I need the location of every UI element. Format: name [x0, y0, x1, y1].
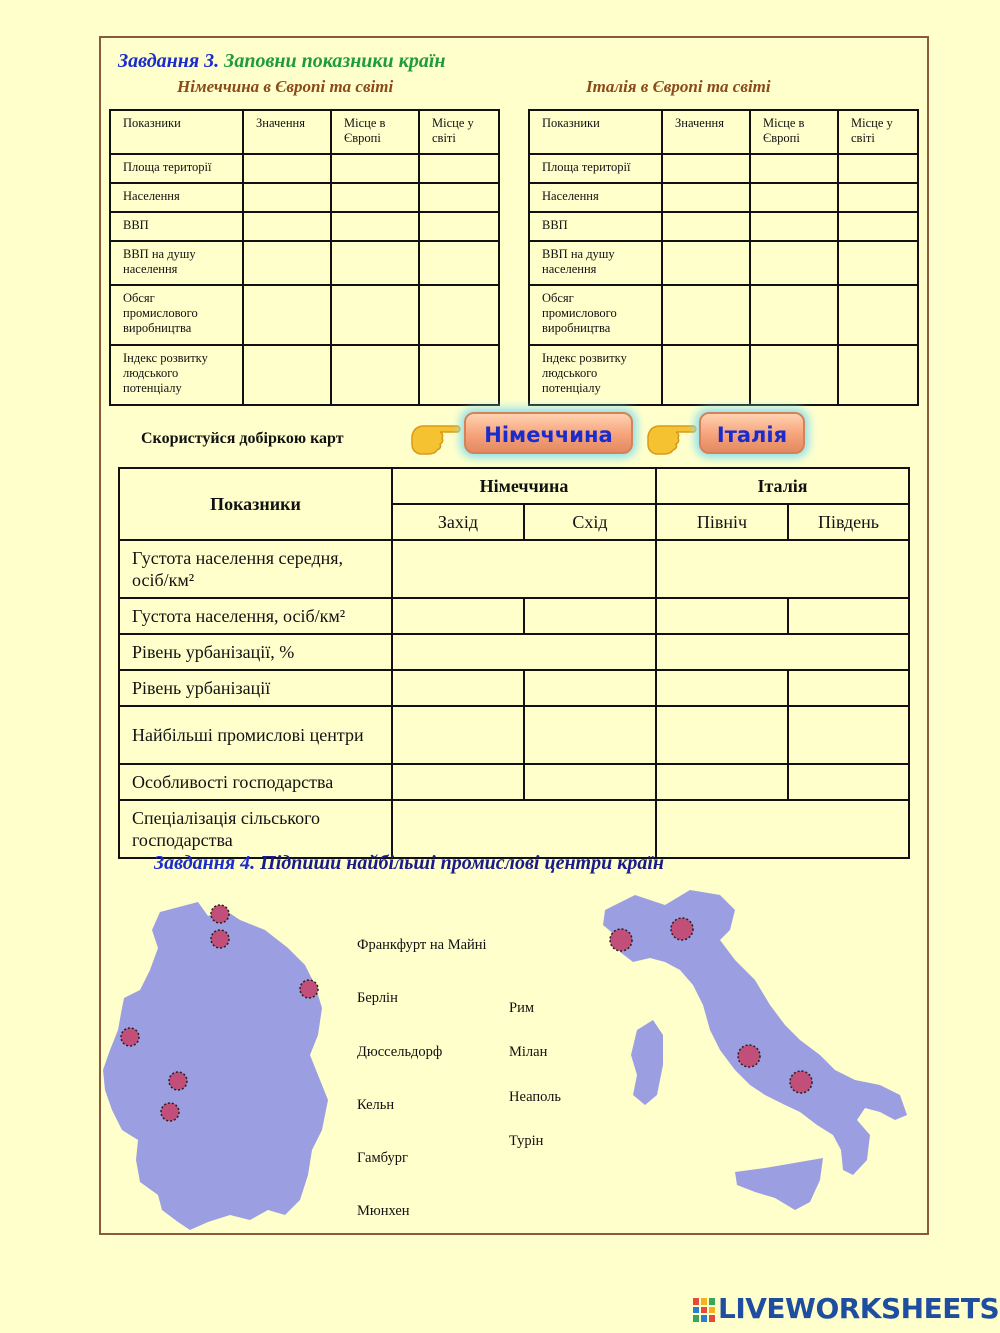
header-cell: Показники	[110, 110, 243, 154]
germany-maps-button[interactable]: Німеччина	[464, 412, 633, 454]
city-marker[interactable]	[300, 980, 318, 998]
answer-cell[interactable]	[524, 764, 656, 800]
comparison-table	[118, 467, 910, 859]
row-label: Найбільші промислові центри	[119, 706, 392, 764]
germany-table-title: Німеччина в Європі та світі	[177, 77, 394, 96]
answer-cell[interactable]	[243, 285, 331, 345]
italy-maps-button[interactable]: Італія	[699, 412, 805, 454]
answer-cell[interactable]	[419, 212, 499, 241]
answer-cell[interactable]	[750, 183, 838, 212]
answer-cell[interactable]	[750, 154, 838, 183]
answer-cell[interactable]	[419, 241, 499, 285]
logo-text: LIVEWORKSHEETS	[718, 1292, 1000, 1325]
answer-cell[interactable]	[656, 764, 788, 800]
germany-map	[100, 890, 360, 1240]
answer-cell[interactable]	[788, 706, 909, 764]
header-germany: Німеччина	[392, 468, 656, 504]
answer-cell[interactable]	[392, 540, 656, 598]
row-label: Особливості господарства	[119, 764, 392, 800]
row-label: Густота населення середня, осіб/км²	[119, 540, 392, 598]
maps-hint: Скористуйся добіркою карт	[141, 430, 344, 447]
header-cell: Значення	[243, 110, 331, 154]
answer-cell[interactable]	[838, 241, 918, 285]
answer-cell[interactable]	[524, 706, 656, 764]
answer-cell[interactable]	[392, 800, 656, 858]
answer-cell[interactable]	[656, 634, 909, 670]
answer-cell[interactable]	[419, 345, 499, 405]
subheader-north: Північ	[656, 504, 788, 540]
row-label: ВВП на душу населення	[529, 241, 662, 285]
answer-cell[interactable]	[243, 212, 331, 241]
row-label: Густота населення, осіб/км²	[119, 598, 392, 634]
row-label: Площа території	[529, 154, 662, 183]
header-cell: Місце у світі	[838, 110, 918, 154]
answer-cell[interactable]	[662, 241, 750, 285]
city-marker[interactable]	[790, 1071, 812, 1093]
task4-heading	[154, 852, 664, 875]
answer-cell[interactable]	[662, 183, 750, 212]
row-label: ВВП	[529, 212, 662, 241]
subheader-west: Захід	[392, 504, 524, 540]
answer-cell[interactable]	[419, 285, 499, 345]
answer-cell[interactable]	[750, 345, 838, 405]
answer-cell[interactable]	[243, 154, 331, 183]
city-label[interactable]: Неаполь	[509, 1089, 561, 1105]
task4-title: Підпиши найбільші промислові центри країн	[260, 852, 665, 874]
task3-label: Завдання 3.	[118, 50, 220, 72]
row-label: Населення	[529, 183, 662, 212]
row-label: Населення	[110, 183, 243, 212]
header-cell: Місце в Європі	[331, 110, 419, 154]
city-marker[interactable]	[161, 1103, 179, 1121]
answer-cell[interactable]	[656, 706, 788, 764]
answer-cell[interactable]	[524, 598, 656, 634]
answer-cell[interactable]	[662, 212, 750, 241]
answer-cell[interactable]	[392, 764, 524, 800]
city-marker[interactable]	[211, 905, 229, 923]
row-label: Спеціалізація сільського господарства	[119, 800, 392, 858]
pointing-hand-icon	[646, 418, 698, 456]
answer-cell[interactable]	[662, 285, 750, 345]
answer-cell[interactable]	[331, 212, 419, 241]
answer-cell[interactable]	[750, 285, 838, 345]
answer-cell[interactable]	[243, 241, 331, 285]
row-label: ВВП	[110, 212, 243, 241]
answer-cell[interactable]	[243, 345, 331, 405]
row-label: Рівень урбанізації, %	[119, 634, 392, 670]
city-label[interactable]: Кельн	[357, 1097, 395, 1113]
city-marker[interactable]	[169, 1072, 187, 1090]
answer-cell[interactable]	[392, 634, 656, 670]
germany-world-table	[109, 109, 500, 406]
answer-cell[interactable]	[788, 670, 909, 706]
answer-cell[interactable]	[419, 154, 499, 183]
answer-cell[interactable]	[392, 670, 524, 706]
row-label: Обсяг промислового виробництва	[110, 285, 243, 345]
answer-cell[interactable]	[838, 212, 918, 241]
city-label[interactable]: Дюссельдорф	[357, 1044, 443, 1060]
city-label[interactable]: Франкфурт на Майні	[357, 937, 487, 953]
row-label: Індекс розвитку людського потенціалу	[110, 345, 243, 405]
answer-cell[interactable]	[788, 764, 909, 800]
pointing-hand-icon	[410, 418, 462, 456]
city-marker[interactable]	[121, 1028, 139, 1046]
answer-cell[interactable]	[656, 670, 788, 706]
answer-cell[interactable]	[331, 183, 419, 212]
city-label[interactable]: Турін	[509, 1133, 544, 1149]
city-marker[interactable]	[610, 929, 632, 951]
answer-cell[interactable]	[419, 183, 499, 212]
italy-table-title: Італія в Європі та світі	[586, 77, 771, 96]
city-label[interactable]: Рим	[509, 1000, 534, 1016]
task4-label: Завдання 4.	[154, 852, 256, 874]
header-italy: Італія	[656, 468, 909, 504]
row-label: Індекс розвитку людського потенціалу	[529, 345, 662, 405]
task3-heading	[118, 50, 445, 73]
answer-cell[interactable]	[392, 598, 524, 634]
city-marker[interactable]	[738, 1045, 760, 1067]
city-label[interactable]: Мюнхен	[357, 1203, 410, 1219]
city-marker[interactable]	[671, 918, 693, 940]
liveworksheets-logo	[693, 1292, 999, 1325]
task3-title: Заповни показники країн	[224, 50, 446, 72]
answer-cell[interactable]	[838, 345, 918, 405]
answer-cell[interactable]	[331, 241, 419, 285]
answer-cell[interactable]	[331, 154, 419, 183]
answer-cell[interactable]	[243, 183, 331, 212]
row-label: ВВП на душу населення	[110, 241, 243, 285]
answer-cell[interactable]	[838, 183, 918, 212]
answer-cell[interactable]	[750, 212, 838, 241]
subheader-south: Південь	[788, 504, 909, 540]
row-label: Рівень урбанізації	[119, 670, 392, 706]
answer-cell[interactable]	[750, 241, 838, 285]
header-cell: Показники	[119, 468, 392, 540]
logo-grid-icon	[693, 1298, 715, 1322]
city-label[interactable]: Гамбург	[357, 1150, 408, 1166]
header-cell: Показники	[529, 110, 662, 154]
answer-cell[interactable]	[656, 598, 788, 634]
row-label: Обсяг промислового виробництва	[529, 285, 662, 345]
city-label[interactable]: Берлін	[357, 990, 398, 1006]
subheader-east: Схід	[524, 504, 656, 540]
row-label: Площа території	[110, 154, 243, 183]
city-label[interactable]: Мілан	[509, 1044, 548, 1060]
answer-cell[interactable]	[331, 345, 419, 405]
answer-cell[interactable]	[331, 285, 419, 345]
italy-world-table	[528, 109, 919, 406]
answer-cell[interactable]	[656, 540, 909, 598]
city-marker[interactable]	[211, 930, 229, 948]
answer-cell[interactable]	[656, 800, 909, 858]
answer-cell[interactable]	[788, 598, 909, 634]
answer-cell[interactable]	[662, 154, 750, 183]
answer-cell[interactable]	[838, 154, 918, 183]
answer-cell[interactable]	[524, 670, 656, 706]
answer-cell[interactable]	[662, 345, 750, 405]
answer-cell[interactable]	[838, 285, 918, 345]
header-cell: Значення	[662, 110, 750, 154]
header-cell: Місце у світі	[419, 110, 499, 154]
italy-map	[595, 880, 915, 1235]
header-cell: Місце в Європі	[750, 110, 838, 154]
answer-cell[interactable]	[392, 706, 524, 764]
